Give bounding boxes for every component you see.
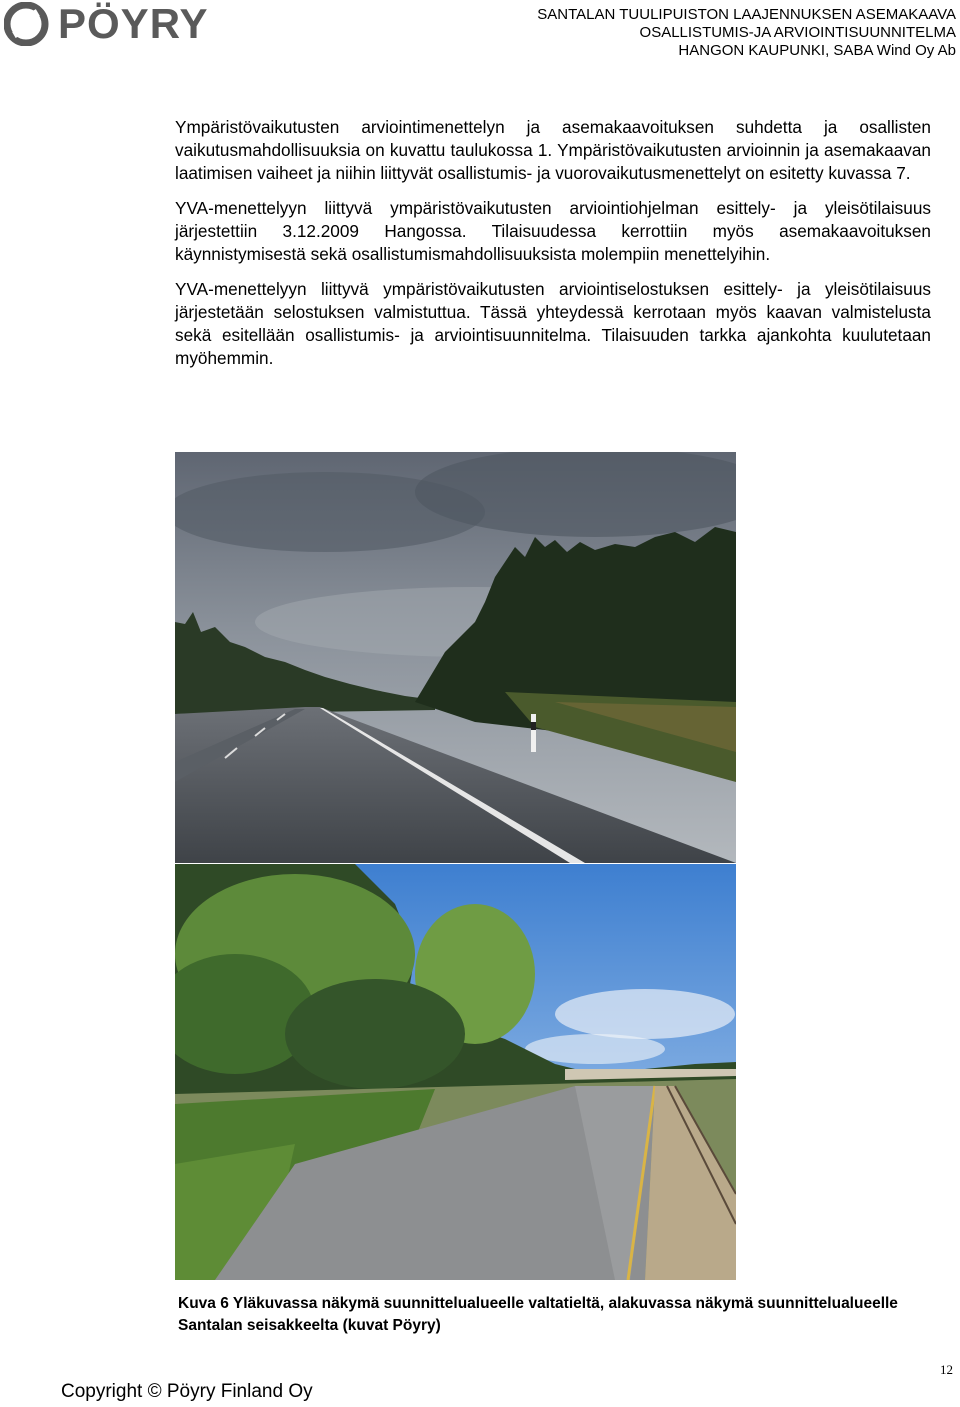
poyry-logo <box>4 2 244 46</box>
document-header <box>537 6 956 60</box>
figure-caption: Kuva 6 Yläkuvassa näkymä suunnittelualueelle valtatieltä, alakuvassa näkymä suunnittelualueelle Santalan seisakkeelta (kuvat Pöyry) <box>178 1295 898 1334</box>
page-number: 12 <box>940 1362 953 1377</box>
header-line-project: SANTALAN TUULIPUISTON LAAJENNUKSEN ASEMAKAAVA <box>537 6 956 23</box>
body-text <box>175 116 931 382</box>
photo-station-view <box>175 864 736 1280</box>
copyright-footer: Copyright © Pöyry Finland Oy <box>61 1381 313 1402</box>
poyry-logo-icon <box>4 2 52 46</box>
paragraph: YVA-menettelyyn liittyvä ympäristövaikutusten arviointiohjelman esittely- ja yleisötilaisuus järjestettiin 3.12.2009 Hangossa. Tilaisuudessa kerrottiin myös asemakaavoituksen käynnistymisestä sekä osallistumismahdollisuuksista molempiin menettelyihin. <box>175 198 931 264</box>
photo-highway-view <box>175 452 736 863</box>
paragraph: Ympäristövaikutusten arviointimenettelyn ja asemakaavoituksen suhdetta ja osallisten vaikutusmahdollisuuksia on kuvattu taulukossa 1. Ympäristövaikutusten arvioinnin ja asemakaavan laatimisen vaiheet ja niihin liittyvät osallistumis- ja vuorovaikutusmenettelyt on esitetty kuvassa 7. <box>175 117 931 183</box>
header-line-client: HANGON KAUPUNKI, SABA Wind Oy Ab <box>678 42 956 59</box>
paragraph: YVA-menettelyyn liittyvä ympäristövaikutusten arviointiselostuksen esittely- ja yleisötilaisuus järjestetään selostuksen valmistuttua. Tässä yhteydessä kerrotaan myös kaavan valmistelusta sekä esitellään osallistumis- ja arviointisuunnitelma. Tilaisuuden tarkka ajankohta kuulutetaan myöhemmin. <box>175 279 931 368</box>
logo-wordmark: PÖYRY <box>58 0 209 47</box>
header-line-plan: OSALLISTUMIS-JA ARVIOINTISUUNNITELMA <box>639 24 956 41</box>
